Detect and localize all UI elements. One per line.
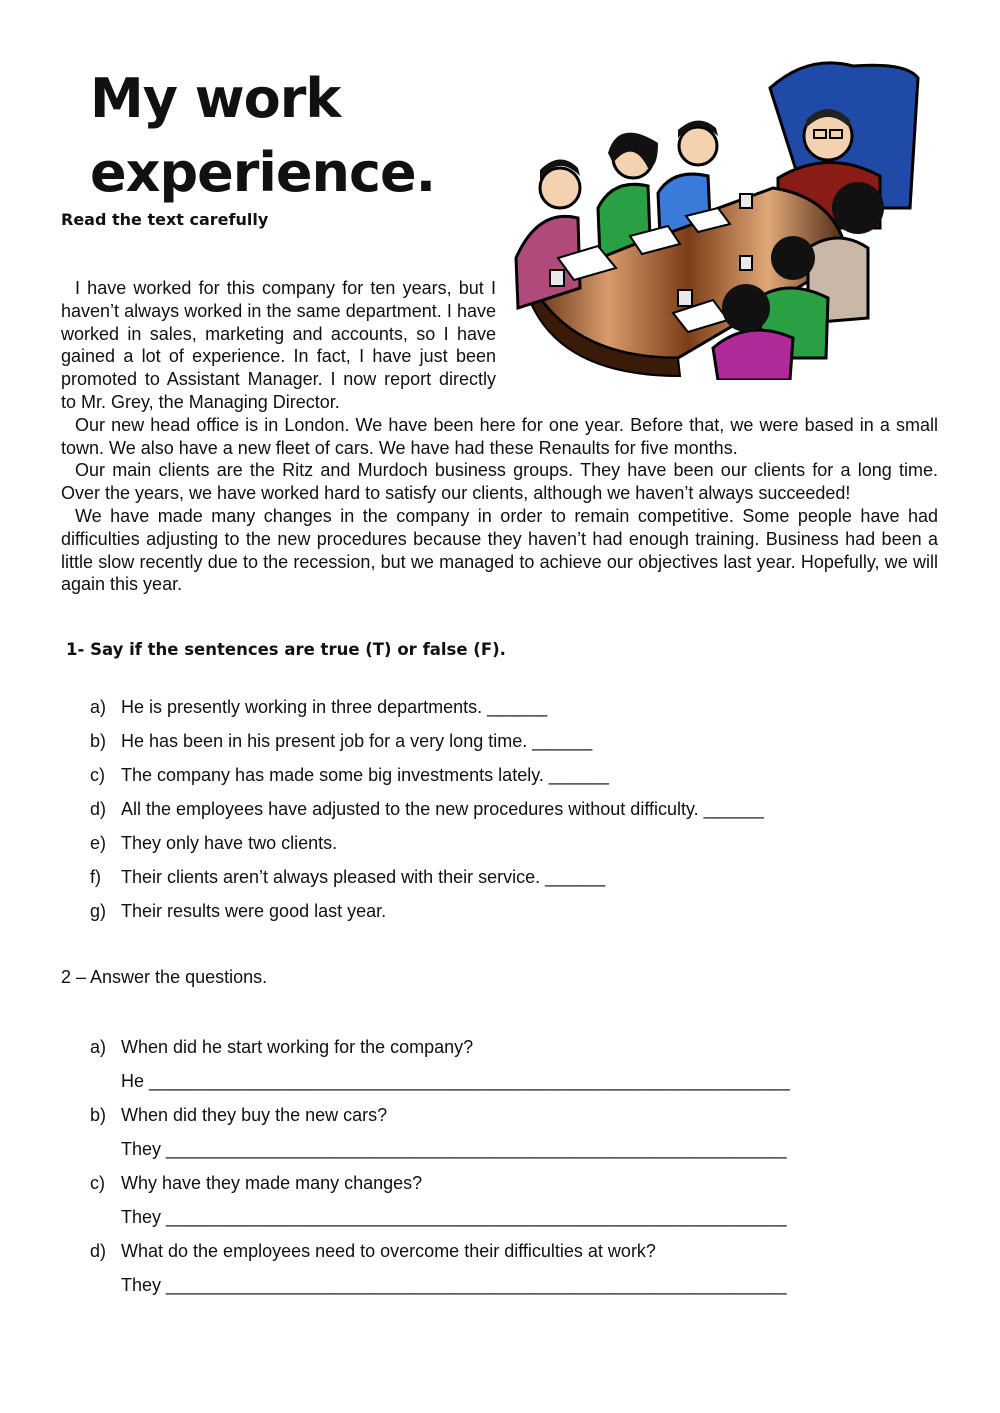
passage-paragraph: Our main clients are the Ritz and Murdoch business groups. They have been our clients for a long time. Over the years, we have worked hard to satisfy our clients, although we haven’t always succeeded!: [61, 460, 938, 504]
question-text: Why have they made many changes?: [121, 1173, 423, 1193]
item-label: d): [90, 1241, 107, 1261]
tf-item: [90, 797, 950, 831]
item-label: d): [90, 799, 107, 819]
question-item: [90, 1103, 950, 1171]
reading-passage: [61, 277, 938, 596]
item-text[interactable]: Their results were good last year.: [121, 901, 387, 921]
exercise1-heading: 1- Say if the sentences are true (T) or false (F).: [66, 640, 506, 659]
tf-item: [90, 729, 950, 763]
item-label: f): [90, 867, 101, 887]
passage-paragraph: Our new head office is in London. We have been here for one year. Before that, we were based in a small town. We also have a new fleet of cars. We have had these Renaults for five months.: [61, 414, 938, 458]
item-label: c): [90, 765, 105, 785]
question-item: [90, 1239, 950, 1307]
item-label: a): [90, 697, 107, 717]
tf-item: [90, 763, 950, 797]
question-text: What do the employees need to overcome their difficulties at work?: [121, 1241, 656, 1261]
item-text[interactable]: All the employees have adjusted to the new procedures without difficulty. ______: [121, 799, 764, 819]
item-text[interactable]: He is presently working in three departments. ______: [121, 697, 548, 717]
item-label: b): [90, 1105, 107, 1125]
item-text[interactable]: They only have two clients.: [121, 833, 338, 853]
item-label: g): [90, 901, 107, 921]
question-item: [90, 1171, 950, 1239]
exercise2-heading: 2 – Answer the questions.: [61, 967, 268, 987]
item-label: c): [90, 1173, 105, 1193]
passage-paragraph: We have made many changes in the company in order to remain competitive. Some people have had difficulties adjusting to the new procedures because they haven’t had enough training. Business had been a little slow recently due to the recession, but we managed to achieve our objectives last year. Hopefully, we will again this year.: [61, 505, 938, 595]
illustration-wrap-spacer: [496, 277, 938, 390]
answer-line[interactable]: They ______________________________________________________________: [121, 1139, 787, 1159]
questions-list: [90, 1035, 950, 1307]
passage-paragraph: I have worked for this company for ten years, but I haven’t always worked in the same department. I have worked in sales, marketing and accounts, so I have gained a lot of experience. In fact, I have just been promoted to Assistant Manager. I now report directly to Mr. Grey, the Managing Director.: [61, 278, 496, 412]
item-label: a): [90, 1037, 107, 1057]
item-label: b): [90, 731, 107, 751]
page-title: My work experience.: [90, 67, 436, 204]
answer-line[interactable]: They ______________________________________________________________: [121, 1275, 787, 1295]
question-text: When did he start working for the company?: [121, 1037, 474, 1057]
item-text[interactable]: Their clients aren’t always pleased with their service. ______: [121, 867, 606, 887]
item-text[interactable]: The company has made some big investments lately. ______: [121, 765, 609, 785]
answer-line[interactable]: He ________________________________________________________________: [121, 1071, 790, 1091]
true-false-list: [90, 695, 950, 933]
instruction-subtitle: Read the text carefully: [61, 210, 269, 229]
question-text: When did they buy the new cars?: [121, 1105, 388, 1125]
tf-item: [90, 695, 950, 729]
tf-item: [90, 899, 950, 933]
answer-line[interactable]: They ______________________________________________________________: [121, 1207, 787, 1227]
tf-item: [90, 831, 950, 865]
question-item: [90, 1035, 950, 1103]
item-label: e): [90, 833, 107, 853]
item-text[interactable]: He has been in his present job for a very long time. ______: [121, 731, 593, 751]
tf-item: [90, 865, 950, 899]
